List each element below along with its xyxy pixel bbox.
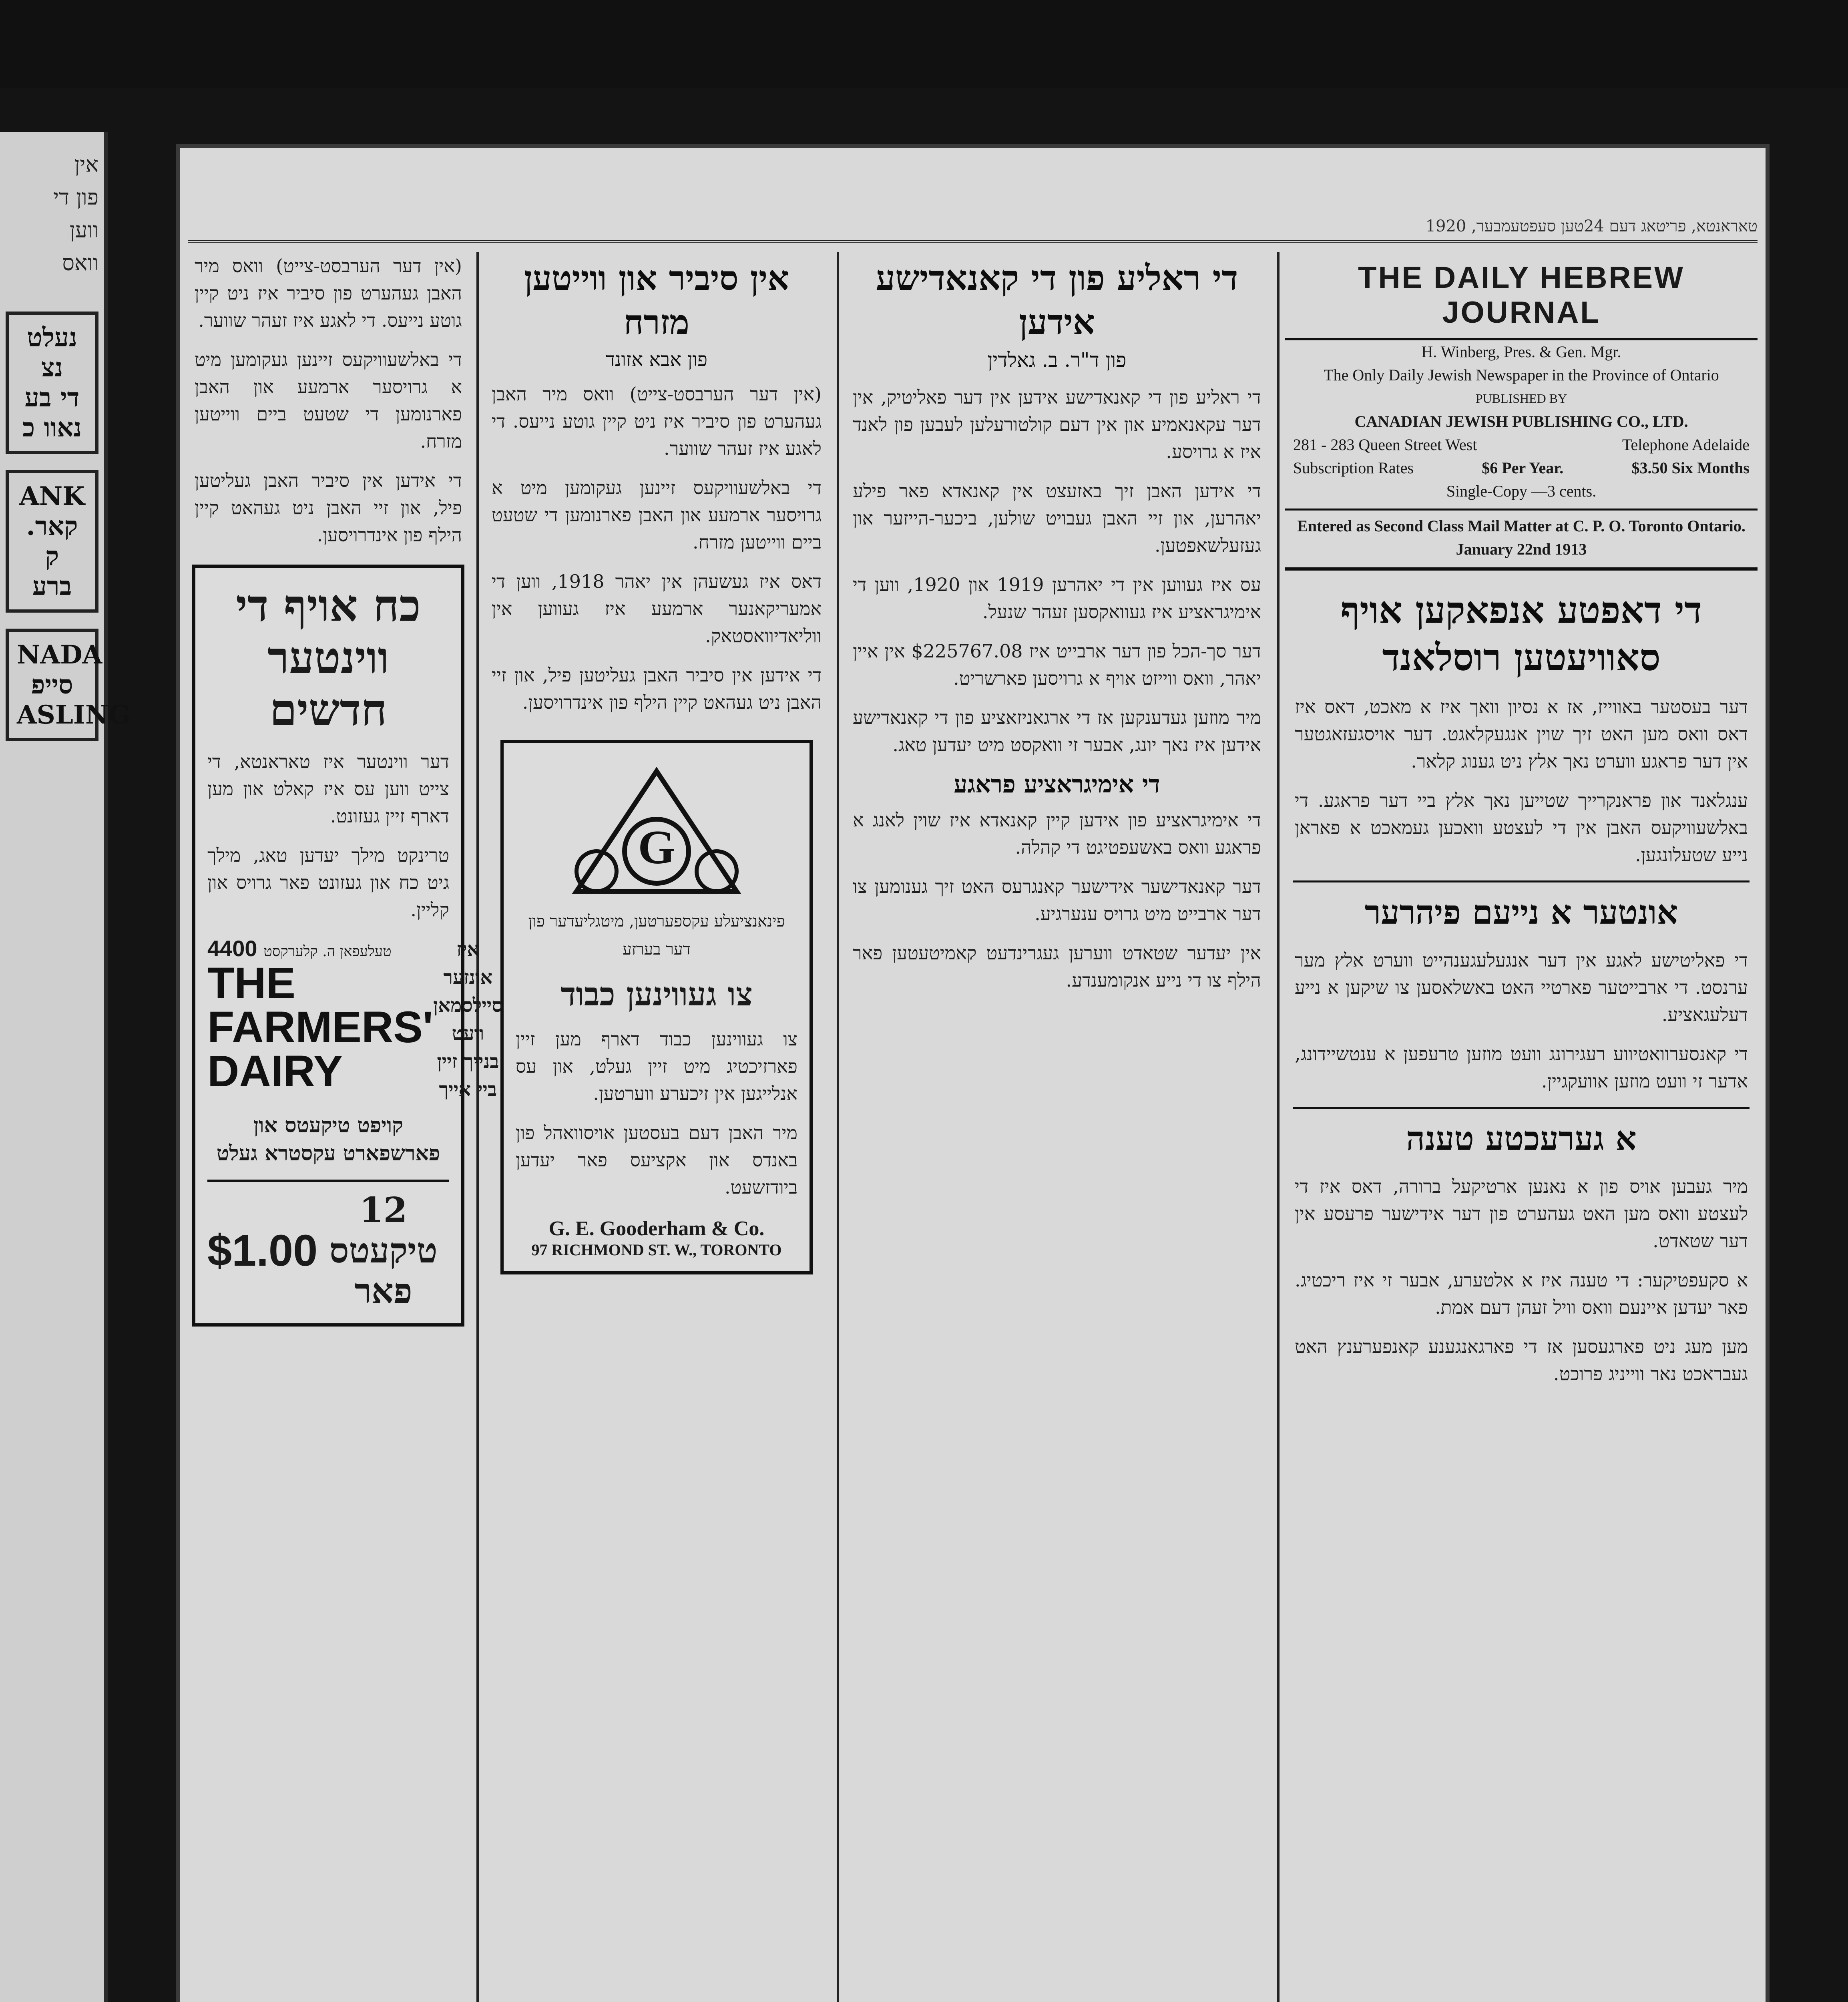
ad-paragraph: צו געווינען כבוד דארף מען זיין פארזיכטיג מיט זיין געלט, און עס אנלייגען אין זיכערע ווערטען. [516, 1028, 797, 1104]
fragment-line: קאר. ק [26, 511, 78, 571]
article-subheading: די אימיגראציע פראגע [954, 770, 1160, 798]
dairy-tickets-line: קויפט טיקעטס און פארשפארט עקסטרא געלט [216, 1113, 440, 1166]
fragment-text [0, 132, 104, 295]
article-paragraph: די אידען אין סיביר האבן געליטען פיל, און זיי האבן ניט געהאט קיין הילף פון אינדרויסען. [195, 470, 462, 546]
article-body [845, 806, 1269, 994]
farmers-dairy-ad [192, 565, 503, 1327]
article-body [484, 380, 829, 716]
masthead-telephone: Telephone Adelaide [1622, 436, 1750, 454]
article-headline: אין סיביר און ווייטען מזרח [524, 258, 789, 342]
article-paragraph: די אידען אין סיביר האבן געליטען פיל, און זיי האבן ניט געהאט קיין הילף פון אינדרויסען. [492, 664, 822, 713]
fragment-line: די בע [24, 383, 80, 413]
article-paragraph: די באלשעוויקעס זיינען געקומען מיט א גרויסער ארמעע און האבן פארנומען די שטעט ביים ווייטען מזרח. [195, 349, 462, 452]
dairy-phone-label: טעלעפאן ה. קלערקסט [263, 943, 392, 960]
lead-article-body [1285, 693, 1758, 868]
dairy-price-bar [207, 1180, 449, 1311]
article-paragraph: די קאנסערוואטיווע רעגירונג וועט מוזען טרעפען א ענטשיידונג, אדער זי וועט מוזען אוועקגיין. [1295, 1043, 1748, 1092]
article-paragraph: א סקעפטיקער: די טענה איז א אלטערע, אבער זי איז ריכטיג. פאר יעדען איינעם וואס וויל זעהן דעם אמת. [1295, 1269, 1748, 1318]
column-rule [476, 252, 479, 2002]
dairy-phone-row [207, 935, 433, 961]
section-article-body [1285, 1173, 1758, 1387]
column-rule [837, 252, 839, 2002]
fragment-bank-ad [6, 470, 98, 613]
article-headline: די ראליע פון די קאנאדישע אידען [876, 258, 1238, 342]
article-paragraph: די ראליע פון די קאנאדישע אידען אין דער פאליטיק, אין דער עקאנאמיע און אין דעם קולטורעלען לעבען פון לאנד איז א גרויסע. [853, 386, 1261, 462]
article-byline: פון ד"ר. ב. גאלדין [987, 348, 1127, 372]
fragment-line: NADA [17, 640, 102, 670]
fragment-line: ANK [19, 481, 85, 511]
fragment-canada-ad [6, 629, 131, 741]
dairy-ticket-text: 12 טיקעטס פאר [329, 1190, 438, 1311]
masthead-rate-year: $6 Per Year. [1482, 459, 1564, 477]
masthead-publisher: CANADIAN JEWISH PUBLISHING CO., LTD. [1354, 412, 1688, 430]
article-body [845, 384, 1269, 758]
masthead-rates-row [1285, 456, 1758, 480]
article-paragraph: דאס איז געשעהן אין יאהר 1918, ווען די אמעריקאנער ארמעע איז געווען אין ווליאדיוואסטאק. [492, 571, 822, 647]
gooderham-ad [500, 740, 813, 1274]
dairy-brand-row [207, 935, 503, 1104]
fragment-line: נאוו כ [22, 413, 82, 443]
column-canadian-jews [845, 252, 1269, 2002]
masthead-address-row [1285, 433, 1758, 456]
page-header-strip [188, 212, 1758, 243]
fragment-line: וואס [62, 250, 98, 275]
article-paragraph: מיר געבען אויס פון א נאנען ארטיקעל ברורה, דאס איז די לעצטע וואס מען האט געהערט פון דער אידישער פרעסע אין דער שטאדט. [1295, 1176, 1748, 1252]
fragment-line: ווען [70, 217, 98, 243]
article-paragraph: דער קאנאדישער אידישער קאנגרעס האט זיך גענומען צו דער ארבייט מיט גרויס ענערגיע. [853, 876, 1261, 925]
masthead-rates-label: Subscription Rates [1293, 459, 1414, 477]
section-article-body [1285, 947, 1758, 1095]
masthead-editor: H. Winberg, Pres. & Gen. Mgr. [1421, 343, 1621, 361]
fragment-line: סייפ [31, 670, 73, 700]
fragment-line: ברע [32, 571, 72, 601]
ad-paragraph: דער ווינטער איז טאראנטא, די צייט ווען עס איז קאלט און מען דארף זיין געזונט. [207, 751, 449, 827]
article-paragraph: מען מעג ניט פארגעסען אז די פארגאנגענע קאנפערענץ האט געבראכט נאר ווייניג פרוכט. [1295, 1336, 1748, 1385]
article-paragraph: ענגלאנד און פראנקרייך שטייען נאך אלץ ביי דער פראגע. די באלשעוויקעס האבן אין די לעצטע וואכען געמאכט א פאראן נייע שטעלונגען. [1295, 790, 1748, 866]
dairy-ad-body [207, 748, 449, 923]
dairy-ad-headline: כח אויף די ווינטער חדשים [236, 580, 421, 736]
article-paragraph: (אין דער הערבסט-צייט) וואס מיר האבן געהערט פון סיביר איז ניט קיין גוטע נייעס. די לאגע איז זעהר שווער. [492, 383, 822, 459]
masthead-title: THE DAILY HEBREW JOURNAL [1285, 252, 1758, 340]
article-body [188, 252, 468, 549]
previous-page-fragment [0, 132, 131, 2002]
ad-paragraph: מיר האבן דעם בעסטען אויסוואהל פון באנדס און אקציעס פאר יעדען ביודזשעט. [516, 1122, 797, 1198]
section-headline: א גערעכטע טענה [1293, 1107, 1750, 1161]
fragment-line: ASLING [17, 700, 131, 730]
fragment-line: נצ [41, 353, 63, 383]
article-paragraph: די באלשעוויקעס זיינען געקומען מיט א גרויסער ארמעע און האבן פארנומען די שטעט ביים ווייטען מזרח. [492, 477, 822, 553]
column-masthead [1285, 252, 1758, 2002]
dairy-salesman-note: איז אונזער סיילסמאן וועט בנייך זיין ביי אייך [433, 938, 503, 1101]
dairy-brand [207, 935, 433, 1096]
svg-text:G: G [638, 820, 675, 874]
masthead-entered-date: January 22nd 1913 [1285, 538, 1758, 571]
fragment-line: פון די [53, 185, 98, 210]
newspaper-page [176, 144, 1770, 2002]
article-paragraph: דער סך-הכל פון דער ארבייט איז $225767.08 אין איין יאהר, וואס ווייזט אויף א גרויסען פארשריט. [853, 640, 1261, 689]
gooderham-company: G. E. Gooderham & Co. [548, 1217, 765, 1240]
masthead-single-copy: Single-Copy —3 cents. [1446, 482, 1597, 500]
dairy-price: $1.00 [207, 1226, 318, 1275]
section-headline: אונטער א נייעם פיהרער [1293, 880, 1750, 935]
article-paragraph: דער בעסטער באווייז, אז א נסיון וואך איז א מאכט, דאס איז דאס וואס מען האט זיך שוין אנגעקלאגט. דער אויסגעזאגטער אין דער פראגע ווערט נאך אלץ ניט גענוג קלאר. [1295, 696, 1748, 772]
article-byline: פון אבא אזונד [605, 348, 708, 371]
gooderham-subtitle: פינאנציעלע עקספערטען, מיטגליעדער פון דער בערזע [528, 912, 785, 959]
dairy-name-line: THE [207, 959, 295, 1008]
gooderham-headline: צו געווינען כבוד [560, 975, 753, 1013]
column-dairy-ad [188, 252, 503, 2002]
fragment-line: נעלט [27, 323, 77, 353]
column-siberia [484, 252, 829, 2002]
masthead-address: 281 - 283 Queen Street West [1293, 436, 1477, 454]
ad-paragraph: טרינקט מילך יעדען טאג, מילך גיט כח און געזונט פאר גרויס און קליין. [207, 844, 449, 921]
article-paragraph: מיר מוזען געדענקען אז די ארגאניזאציע פון די קאנאדישע אידען איז נאך יונג, אבער זי וואקסט מיט יעדען טאג. [853, 707, 1261, 756]
gooderham-logo-icon [552, 763, 761, 899]
masthead-rate-six: $3.50 Six Months [1631, 459, 1750, 477]
fragment-line: אין [74, 152, 98, 177]
masthead-tagline: The Only Daily Jewish Newspaper in the Province of Ontario [1324, 366, 1719, 384]
column-rule [1277, 252, 1280, 2002]
fragment-ad-box [6, 312, 98, 454]
masthead-published-by: PUBLISHED BY [1475, 391, 1567, 406]
article-paragraph: די אידען האבן זיך באזעצט אין קאנאדא פאר פילע יאהרען, און זיי האבן געבויט שולען, ביכער-הייזער און געזעלשאפטען. [853, 480, 1261, 556]
dairy-name-line: FARMERS' [207, 1003, 433, 1052]
article-paragraph: אין יעדער שטאדט ווערען געגרינדעט קאמיטעטען פאר הילף צו די נייע אנקומענדע. [853, 942, 1261, 991]
dairy-name-line: DAIRY [207, 1047, 343, 1096]
dairy-phone-number: 4400 [207, 936, 257, 961]
masthead-entered: Entered as Second Class Mail Matter at C. P. O. Toronto Ontario. [1285, 509, 1758, 538]
scan-top-margin [0, 0, 1848, 88]
article-paragraph: (אין דער הערבסט-צייט) וואס מיר האבן געהערט פון סיביר איז ניט קיין גוטע נייעס. די לאגע איז זעהר שווער. [195, 255, 462, 331]
header-date-line: טאראנטא, פריטאג דעם 24טען סעפטעמבער, 1920 [1425, 217, 1758, 235]
lead-headline: די דאפטע אנפאקען אויף סאוויעטען רוסלאנד [1340, 589, 1702, 679]
article-paragraph: עס איז געווען אין די יאהרען 1919 און 1920, ווען די אימיגראציע איז געוואקסען זעהר שנעל. [853, 574, 1261, 623]
article-paragraph: די אימיגראציע פון אידען קיין קאנאדא איז שוין לאנג א פראגע וואס באשעפטיגט די קהלה. [853, 809, 1261, 858]
article-paragraph: די פאליטישע לאגע אין דער אנגעלעגענהייט ווערט אלץ מער ערנסט. די ארבייטער פארטיי האט באשלאסען צו שיקען א נייע דעלעגאציע. [1295, 949, 1748, 1025]
gooderham-address: 97 RICHMOND ST. W., TORONTO [531, 1241, 782, 1259]
